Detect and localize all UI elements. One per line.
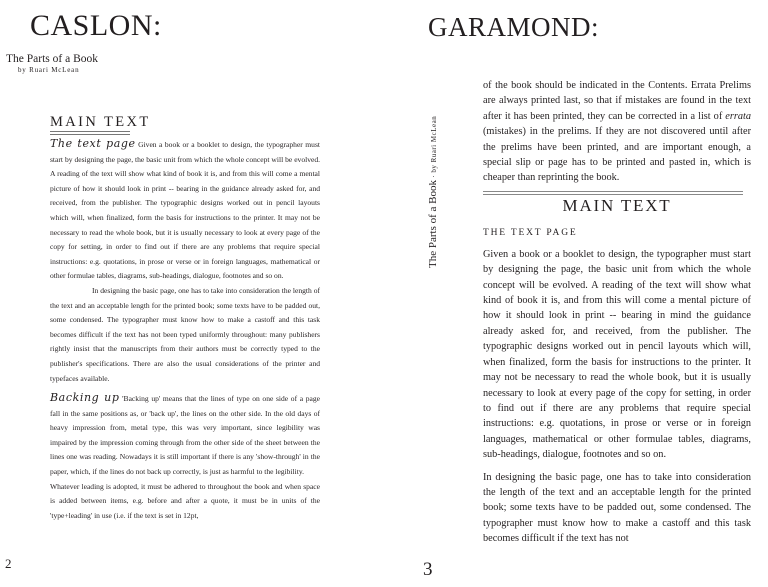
left-byline: by Ruari McLean — [18, 66, 80, 74]
left-paragraph-designing: In designing the basic page, one has to take into consideration the length of the text and an acceptable length for the printed book; some texts have to be padded out, some condensed. The typographer must know how to make a castoff and this task becomes difficult if the text has not been typed uniformly throughout: many publishers rightly insist that the manuscripts from their authors must be correctly typed to the publisher's specifications. There are also the usual considerations of the printer and typefaces available. — [50, 285, 320, 383]
left-paragraph-text: 'Backing up' means that the lines of type on one side of a page fall in the same positions as, or 'back up', the lines on the other side. In the old days of heavy impression from, metal type, this was very important, since legibility was impaired by the impression coming through from the other side of the sheet between the lines one was reading. Nowadays it is still important if there is any 'show-through' in the paper, which, if the lines do not back up correctly, is just as harmful to the legibility. — [50, 394, 320, 477]
left-page-title: CASLON: — [30, 9, 162, 42]
right-running-head — [427, 83, 441, 268]
right-paragraph-2: In designing the basic page, one has to take into consideration the length of the text and an acceptable length for the printed book; some texts have to be padded out, some condensed. The typographer must know how to make a castoff and this task becomes difficult if the text has not — [483, 471, 751, 545]
left-paragraph-text: Given a book or a booklet to design, the typographer must start by designing the page, the basic unit from which the whole concept will be evolved. A reading of the text will show what kind of book it is, and from this will come a mental picture of how it should look in print -- bearing in the guidance already asked for, and received, from the publisher. The typographic designs worked out in pencil layouts which will, when finalized, form the basis for instructions to the printer. It may not be necessary to read the whole book, but it is usually necessary to look at every page of the copy for setting, in order to find out if there are any problems that require special instructions: e.g. quotations, in prose or verse or in foreign languages, mathematical or other formulae tables, diagrams, sub-headings, dialogue, footnotes and so on. — [50, 140, 320, 281]
running-head-byline: by Ruari McLean — [430, 115, 438, 173]
left-book-title: The Parts of a Book — [6, 53, 98, 65]
intro-text-before: of the book should be indicated in the Contents. Errata Prelims are always printed last, so that if mistakes are found in the text after it has been printed, they can be corrected in a list of — [483, 80, 751, 122]
right-intro-paragraph — [483, 78, 751, 186]
running-head-title: The Parts of a Book — [427, 180, 439, 268]
running-head-separator: · — [430, 172, 438, 181]
left-run-head-text-page: The text page — [50, 137, 136, 150]
left-paragraph-backing-up — [50, 391, 320, 480]
intro-italic-errata: errata — [725, 110, 751, 122]
right-page-number: 3 — [423, 559, 433, 580]
left-paragraph-leading: Whatever leading is adopted, it must be adhered to throughout the book and when space is added between items, e.g. before and after a quote, it must be in units of the 'type+leading' in use (i.e. if the text is set in 12pt, — [50, 481, 320, 520]
right-body-text — [483, 78, 751, 547]
right-subheading: THE TEXT PAGE — [483, 227, 578, 238]
left-heading-rule — [50, 131, 130, 135]
left-page-number: 2 — [5, 556, 12, 571]
intro-text-after: (mistakes) in the prelims. If they are not discovered until after the prelims have been printed, and are important enough, a special slip or page has to be printed and pasted in, which is cheaper than reprinting the book. — [483, 126, 751, 184]
right-main-heading: MAIN TEXT — [562, 195, 672, 215]
left-run-head-backing-up: Backing up — [50, 391, 120, 405]
left-paragraph-text-page — [50, 137, 320, 284]
left-main-heading: MAIN TEXT — [50, 114, 151, 130]
left-body-text — [50, 137, 320, 523]
right-paragraph-1: Given a book or a booklet to design, the typographer must start by designing the page, the basic unit from which the whole concept will be evolved. A reading of the text will show what kind of book it is, and from this will come a mental picture of how it should look in print -- bearing in mind the guidance already asked for, and received, from the publisher. The typographic designs worked out in pencil layouts which will, when finalized, form the basis for instructions to the printer. It may not be necessary to read the whole book, but it is usually necessary to look at every page of the copy for setting, in order to find out if there are any problems that require special instructions: e.g. quotations, in prose or verse or in foreign languages, mathematical or other formulae tables, diagrams, sub-headings, dialogue, footnotes and so on. — [483, 248, 751, 461]
right-page-title: GARAMOND: — [428, 12, 600, 42]
